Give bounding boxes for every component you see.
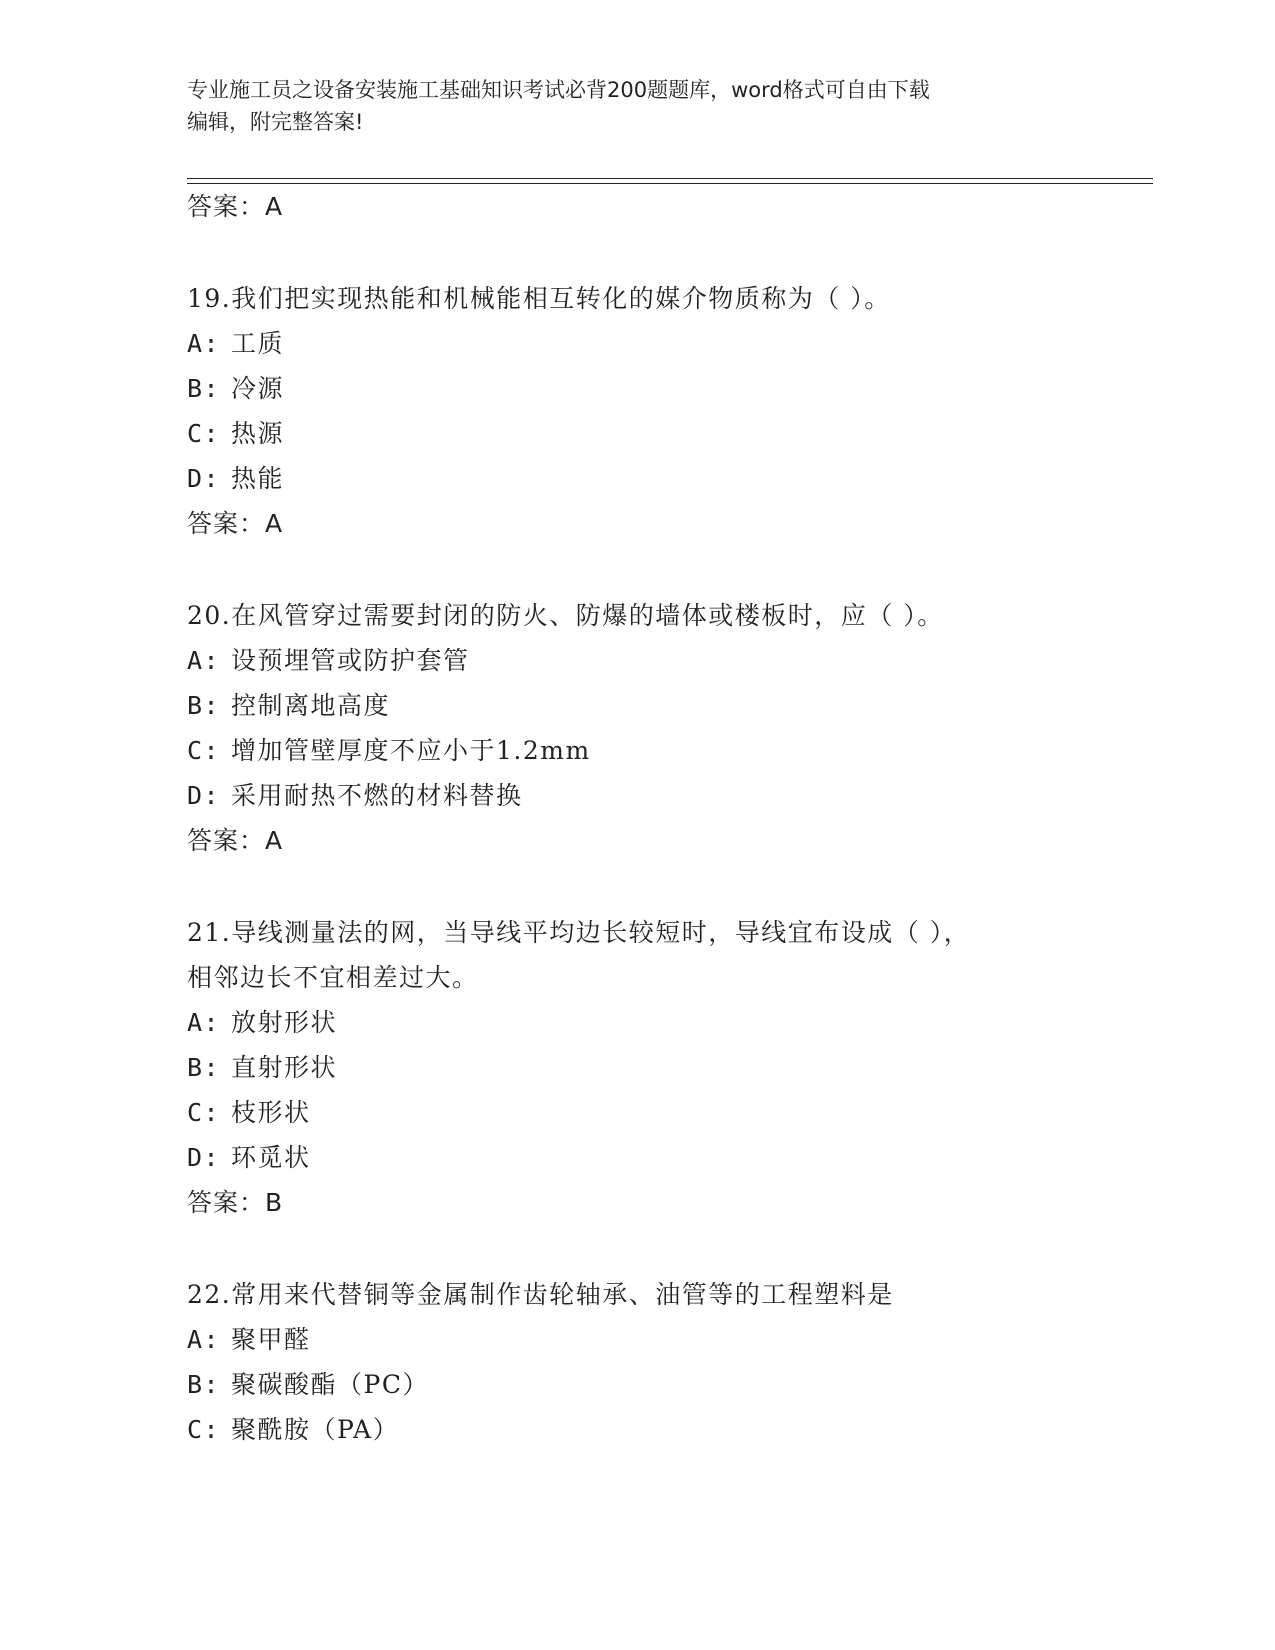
header-line-2: 编辑，附完整答案! xyxy=(187,110,364,134)
question-19-option-a: A: 工质 xyxy=(187,329,285,358)
question-20-answer: 答案：A xyxy=(187,826,284,855)
previous-answer: 答案：A xyxy=(187,192,284,221)
question-22-option-a: A: 聚甲醛 xyxy=(187,1325,311,1354)
question-21-option-d: D: 环觅状 xyxy=(187,1143,311,1172)
question-19-stem: 19.我们把实现热能和机械能相互转化的媒介物质称为（ ）。 xyxy=(187,284,891,313)
question-22-stem: 22.常用来代替铜等金属制作齿轮轴承、油管等的工程塑料是 xyxy=(187,1280,894,1309)
document-header xyxy=(187,74,1067,138)
question-22-option-c: C: 聚酰胺（PA） xyxy=(187,1415,400,1444)
question-19-option-d: D: 热能 xyxy=(187,464,285,493)
question-20-option-a: A: 设预埋管或防护套管 xyxy=(187,646,470,675)
question-19-answer: 答案：A xyxy=(187,509,284,538)
question-21-answer: 答案：B xyxy=(187,1188,284,1217)
question-19-option-c: C: 热源 xyxy=(187,419,285,448)
question-22-option-b: B: 聚碳酸酯（PC） xyxy=(187,1370,429,1399)
question-21-option-c: C: 枝形状 xyxy=(187,1098,311,1127)
question-21-option-b: B: 直射形状 xyxy=(187,1053,338,1082)
question-21-stem-continued: 相邻边长不宜相差过大。 xyxy=(187,963,479,992)
question-21-option-a: A: 放射形状 xyxy=(187,1008,338,1037)
question-21-stem: 21.导线测量法的网，当导线平均边长较短时，导线宜布设成（ ）， xyxy=(187,918,971,947)
question-19-option-b: B: 冷源 xyxy=(187,374,285,403)
header-divider-bottom xyxy=(187,183,1153,184)
question-20-option-c: C: 增加管壁厚度不应小于1.2mm xyxy=(187,736,591,765)
question-20-option-b: B: 控制离地高度 xyxy=(187,691,391,720)
question-20-option-d: D: 采用耐热不燃的材料替换 xyxy=(187,781,523,810)
question-20-stem: 20.在风管穿过需要封闭的防火、防爆的墙体或楼板时，应（ ）。 xyxy=(187,601,944,630)
header-line-1: 专业施工员之设备安装施工基础知识考试必背200题题库，word格式可自由下载 xyxy=(187,78,930,102)
header-divider-top xyxy=(187,178,1153,179)
